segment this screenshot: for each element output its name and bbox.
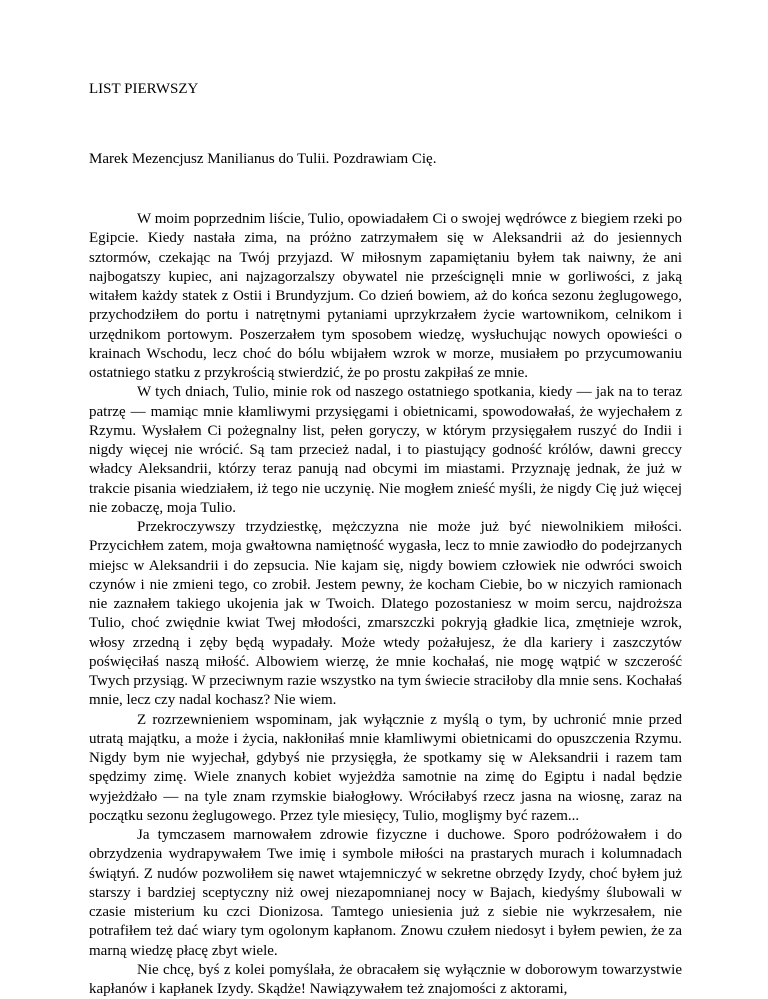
letter-heading: LIST PIERWSZY	[89, 81, 199, 97]
paragraph: Przekroczywszy trzydziestkę, mężczyzna nie może już być niewolnikiem miłości. Przycichłem zatem, moja gwałtowna namiętność wygasła, lecz to mnie zawiodło do podejrzanych miejsc w Aleksandrii i do zepsucia. Nie kajam się, nigdy bowiem człowiek nie odwróci swoich czynów i nie zmieni tego, co zrobił. Jestem pewny, że kocham Ciebie, bo w niczyich ramionach nie zaznałem takiego ukojenia jak w Twoich. Dlatego pozostaniesz w moim sercu, najdroższa Tulio, choć zwiędnie kwiat Twej młodości, zmarszczki pokryją gładkie lica, zmętnieje wzrok, włosy zrzedną i zęby będą wypadały. Może wtedy pożałujesz, że dla kariery i zaszczytów poświęciłaś naszą miłość. Albowiem wierzę, że mnie kochałaś, nie mogę wątpić w szczerość Twych przysiąg. W przeciwnym razie wszystko na tym świecie straciłoby dla mnie sens. Kochałaś mnie, lecz czy nadal kochasz? Nie wiem.	[89, 519, 682, 709]
paragraph: Z rozrzewnieniem wspominam, jak wyłącznie z myślą o tym, by uchronić mnie przed utratą majątku, a może i życia, nakłoniłaś mnie kłamliwymi obietnicami do opuszczenia Rzymu. Nigdy bym nie wyjechał, gdybyś nie przysięgła, że spotkamy się w Aleksandrii i razem tam spędzimy zimę. Wiele znanych kobiet wyjeżdża samotnie na zimę do Egiptu i nadal będzie wyjeżdżało — na tyle znam rzymskie białogłowy. Wróciłabyś rzecz jasna na wiosnę, zaraz na początku sezonu żeglugowego. Przez tyle miesięcy, Tulio, moglişmy być razem...	[89, 711, 682, 824]
letter-greeting: Marek Mezencjusz Manilianus do Tulii. Pozdrawiam Cię.	[89, 151, 437, 167]
paragraph: Ja tymczasem marnowałem zdrowie fizyczne i duchowe. Sporo podróżowałem i do obrzydzenia wydrapywałem Twe imię i symbole miłości na prastarych murach i kolumnadach świątyń. Z nudów pozwoliłem się nawet wtajemniczyć w sekretne obrzędy Izydy, choć byłem już starszy i bardziej sceptyczny niż owej niezapomnianej nocy w Bajach, kiedyśmy ślubowali w czasie misterium ku czci Dionizosa. Tamtego uniesienia już z siebie nie wykrzesałem, nie potrafiłem też dać wiary tym ogolonym kapłanom. Znowu czułem niedosyt i byłem pewien, że za marną wiedzę płacę zbyt wiele.	[89, 827, 682, 959]
letter-body	[89, 210, 682, 999]
paragraph: Nie chcę, byś z kolei pomyślała, że obracałem się wyłącznie w doborowym towarzystwie kapłanów i kapłanek Izydy. Skądże! Nawiązywałem też znajomości z aktorami,	[89, 961, 682, 997]
paragraph: W tych dniach, Tulio, minie rok od naszego ostatniego spotkania, kiedy — jak na to teraz patrzę — mamiąc mnie kłamliwymi przysięgami i obietnicami, spowodowałaś, że wyjechałem z Rzymu. Wysłałem Ci pożegnalny list, pełen goryczy, w którym przysięgałem ruszyć do Indii i nigdy więcej nie wrócić. Są tam przecież nadal, i to piastujący godność królów, dawni greccy władcy Aleksandrii, którzy teraz panują nad obcymi im miastami. Przyznaję jednak, że już w trakcie pisania wiedziałem, iż tego nie uczynię. Nie mogłem znieść myśli, że nigdy Cię już więcej nie zobaczę, moja Tulio.	[89, 384, 682, 516]
paragraph: W moim poprzednim liście, Tulio, opowiadałem Ci o swojej wędrówce z biegiem rzeki po Egipcie. Kiedy nastała zima, na próżno zatrzymałem się w Aleksandrii aż do jesiennych sztormów, czekając na Twój przyjazd. W miłosnym zapamiętaniu byłem tak naiwny, że ani najbogatszy kupiec, ani najzagorzalszy obywatel nie prześcignęli mnie w gorliwości, z jaką witałem każdy statek z Ostii i Brundyzjum. Co dzień bowiem, aż do końca sezonu żeglugowego, przychodziłem do portu i natrętnymi pytaniami uprzykrzałem życie wartownikom, celnikom i urzędnikom portowym. Poszerzałem tym sposobem wiedzę, wysłuchując nowych opowieści o krainach Wschodu, lecz choć do bólu wbijałem wzrok w morze, musiałem po przycumowaniu ostatniego statku z przykrością stwierdzić, że po prostu zakpiłaś ze mnie.	[89, 211, 682, 381]
